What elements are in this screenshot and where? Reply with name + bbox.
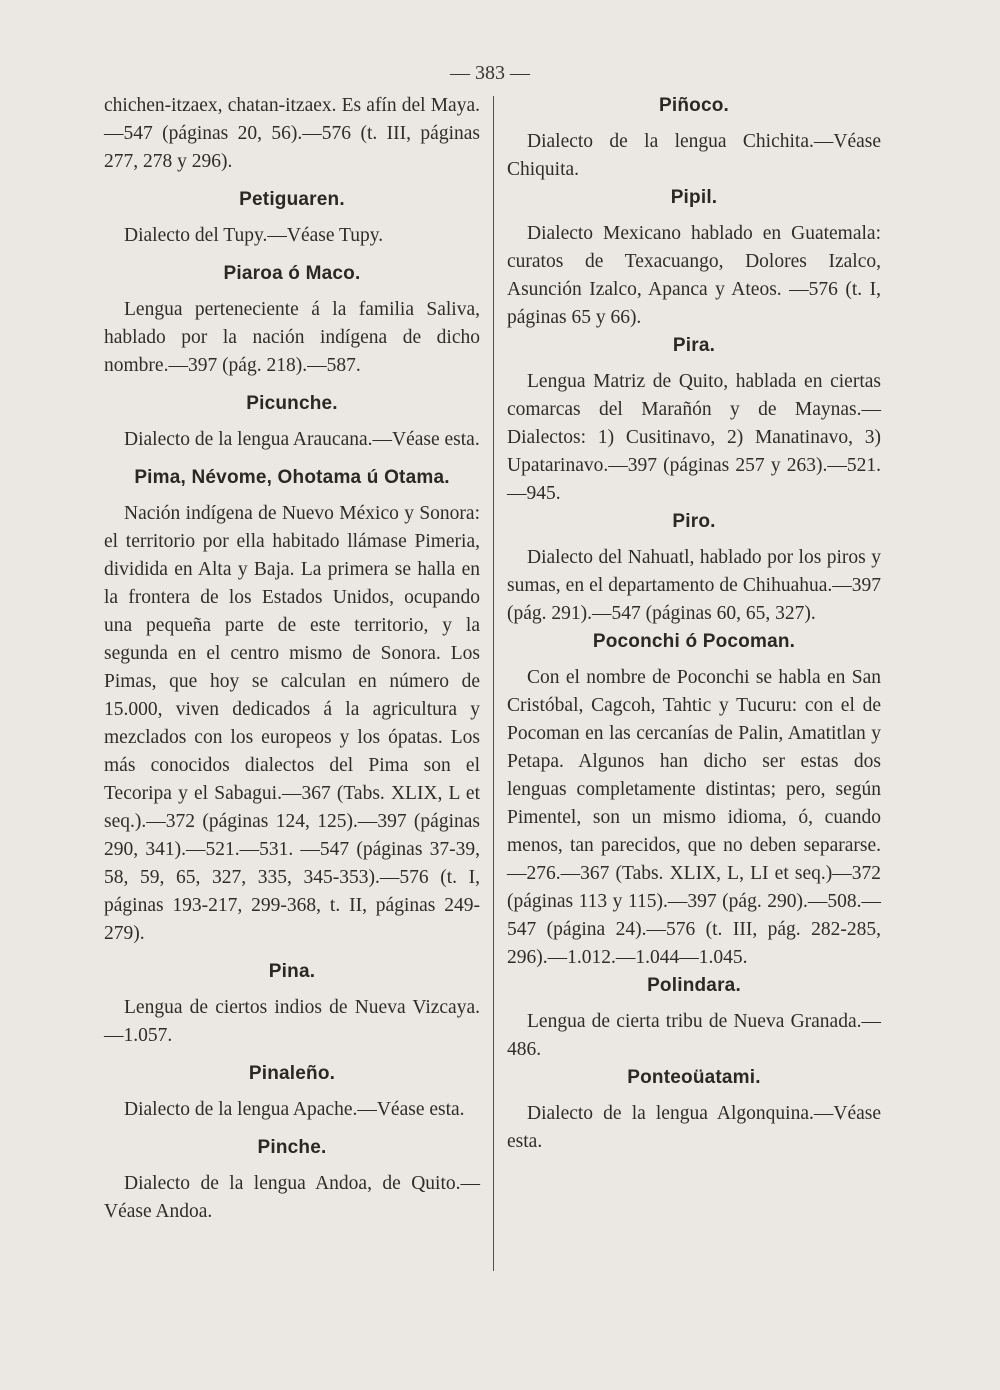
entry-heading: Pinaleño. bbox=[248, 1063, 336, 1084]
entry-piro bbox=[507, 508, 881, 628]
entry-heading: Pina. bbox=[268, 961, 316, 982]
entry-text: Dialecto de la lengua Andoa, de Quito.—Véase Andoa. bbox=[104, 1173, 480, 1222]
entry-heading: Pinche. bbox=[257, 1137, 327, 1158]
entry-petiguaren bbox=[104, 186, 480, 250]
entry-pipil bbox=[507, 184, 881, 332]
entry-heading: Pima, Névome, Ohotama ú Otama. bbox=[134, 467, 450, 488]
entry-piaroa bbox=[104, 260, 480, 380]
entry-picunche bbox=[104, 390, 480, 454]
entry-polindara bbox=[507, 972, 881, 1064]
entry-heading: Picunche. bbox=[246, 393, 338, 414]
entry-text: Dialecto de la lengua Chichita.—Véase Chiquita. bbox=[507, 131, 881, 180]
entry-pinoco bbox=[507, 92, 881, 184]
entry-ponteouatami bbox=[507, 1064, 881, 1156]
entry-text: Con el nombre de Poconchi se habla en San Cristóbal, Cagcoh, Tahtic y Tucuru: con el de Pocoman en las cercanías de Palin, Amatitlan y Petapa. Algunos han dicho ser estas dos lenguas completamente distintas; pero, según Pimentel, son un mismo idioma, ó, cuando menos, tan parecidos, que no deben separarse.—276.—367 (Tabs. XLIX, L, LI et seq.)—372 (páginas 113 y 115).—397 (pág. 290).—508.—547 (página 24).—576 (t. III, pág. 282-285, 296).—1.012.—1.044—1.045. bbox=[507, 667, 881, 968]
entry-text: Lengua de cierta tribu de Nueva Granada.—486. bbox=[507, 1011, 881, 1060]
right-column bbox=[507, 92, 881, 1156]
entry-pinche bbox=[104, 1134, 480, 1226]
entry-text: Dialecto Mexicano hablado en Guatemala: curatos de Texacuango, Dolores Izalco, Asunción Izalco, Apanca y Ateos. —576 (t. I, páginas 65 y 66). bbox=[507, 223, 881, 328]
column-divider bbox=[493, 96, 494, 1271]
entry-pira bbox=[507, 332, 881, 508]
entry-text: Dialecto del Tupy.—Véase Tupy. bbox=[124, 225, 384, 246]
entry-heading: Poconchi ó Pocoman. bbox=[592, 631, 796, 652]
entry-heading: Piro. bbox=[672, 511, 716, 532]
left-column bbox=[104, 92, 480, 1226]
entry-poconchi bbox=[507, 628, 881, 972]
entry-heading: Piaroa ó Maco. bbox=[223, 263, 361, 284]
entry-heading: Ponteoüatami. bbox=[627, 1067, 761, 1088]
entry-text: chichen-itzaex, chatan-itzaex. Es afín del Maya.—547 (páginas 20, 56).—576 (t. III, páginas 277, 278 y 296). bbox=[104, 95, 480, 172]
entry-text: Dialecto de la lengua Algonquina.—Véase esta. bbox=[507, 1103, 881, 1152]
entry-heading: Petiguaren. bbox=[239, 189, 345, 210]
entry-pina bbox=[104, 958, 480, 1050]
entry-pima bbox=[104, 464, 480, 948]
entry-text: Lengua perteneciente á la familia Saliva, hablado por la nación indígena de dicho nombre.—397 (pág. 218).—587. bbox=[104, 299, 480, 376]
entry-text: Dialecto de la lengua Apache.—Véase esta. bbox=[124, 1099, 465, 1120]
entry-heading: Pipil. bbox=[670, 187, 718, 208]
entry-continuation bbox=[104, 92, 480, 176]
entry-pinaleno bbox=[104, 1060, 480, 1124]
entry-text: Dialecto del Nahuatl, hablado por los piros y sumas, en el departamento de Chihuahua.—397 (pág. 291).—547 (páginas 60, 65, 327). bbox=[507, 547, 881, 624]
entry-text: Dialecto de la lengua Araucana.—Véase esta. bbox=[124, 429, 480, 450]
entry-heading: Pira. bbox=[672, 335, 716, 356]
entry-heading: Polindara. bbox=[647, 975, 741, 996]
page-number: — 383 — bbox=[450, 62, 530, 84]
entry-heading: Piñoco. bbox=[658, 95, 729, 116]
entry-text: Lengua de ciertos indios de Nueva Vizcaya.—1.057. bbox=[104, 997, 480, 1046]
entry-text: Nación indígena de Nuevo México y Sonora: el territorio por ella habitado llámase Pimeria, dividida en Alta y Baja. La primera se halla en la frontera de los Estados Unidos, ocupando una pequeña parte de este territorio, y la segunda en el centro mismo de Sonora. Los Pimas, que hoy se calculan en número de 15.000, viven dedicados á la agricultura y mezclados con los europeos y los ópatas. Los más conocidos dialectos del Pima son el Tecoripa y el Sabagui.—367 (Tabs. XLIX, L et seq.).—372 (páginas 124, 125).—397 (páginas 290, 341).—521.—531. —547 (páginas 37-39, 58, 59, 65, 327, 335, 345-353).—576 (t. I, páginas 193-217, 299-368, t. II, páginas 249-279). bbox=[104, 503, 480, 944]
entry-text: Lengua Matriz de Quito, hablada en ciertas comarcas del Marañón y de Maynas.—Dialectos: 1) Cusitinavo, 2) Manatinavo, 3) Upatarinavo.—397 (páginas 257 y 263).—521.—945. bbox=[507, 371, 881, 504]
